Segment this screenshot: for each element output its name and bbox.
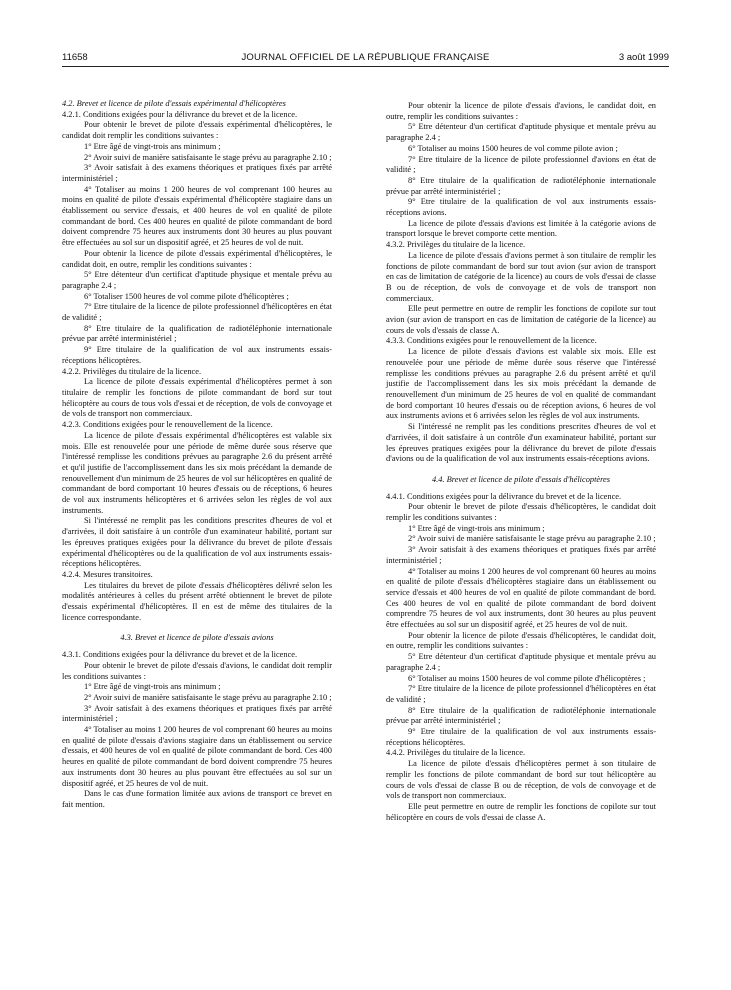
section-heading: 4.2. Brevet et licence de pilote d'essais expérimental d'hélicoptères xyxy=(62,99,286,108)
paragraph: 2° Avoir suivi de manière satisfaisante le stage prévu au paragraphe 2.10 ; xyxy=(84,152,332,162)
header-rule xyxy=(62,66,669,67)
paragraph: Si l'intéressé ne remplit pas les conditions prescrites d'heures de vol et d'arrivées, il doit satisfaire à un contrôle d'un examinateur habilité, portant sur les épreuves pratiques exigées pour la délivrance du brevet de pilote d'essais expérimental d'hélicoptères ou de la qualification de vol aux instruments essais-réceptions hélicoptères. xyxy=(62,516,332,569)
paragraph: La licence de pilote d'essais expérimental d'hélicoptères est valable six mois. Elle est renouvelée pour une période de même durée sous réserve que l'intéressé remplisse les conditions prévues au paragraphe 2.6 du présent arrêté et qu'il justifie de l'accomplissement dans les six mois précédant la demande de renouvellement d'un minimum de 25 heures de vol sur hélicoptères en qualité de commandant de bord comportant 10 heures d'essais ou de réceptions, 6 heures de vol aux instruments hélicoptères et 6 arrivées selon les règles de vol aux instruments. xyxy=(62,430,332,515)
paragraph: La licence de pilote d'essais d'avions permet à son titulaire de remplir les fonctions de pilote commandant de bord sur tout avion (sur avion de transport en cas de limitation de catégorie de la licence) au cours de vols d'essai de classe B ou de réception, de vols de convoyage et de vols de transport non commerciaux. xyxy=(386,250,656,303)
paragraph: 9° Etre titulaire de la qualification de vol aux instruments essais-réceptions hélicoptères. xyxy=(62,345,332,365)
paragraph: Dans le cas d'une formation limitée aux avions de transport ce brevet en fait mention. xyxy=(62,789,332,809)
paragraph: Pour obtenir la licence de pilote d'essais expérimental d'hélicoptères, le candidat doit, en outre, remplir les conditions suivantes : xyxy=(62,248,332,269)
paragraph: 7° Etre titulaire de la licence de pilote professionnel d'avions en état de validité ; xyxy=(386,154,656,175)
paragraph: La licence de pilote d'essais expérimental d'hélicoptères permet à son titulaire de remplir les fonctions de pilote commandant de bord sur tout hélicoptère au cours de tous vols d'essai et de réception, de vols de convoyage et de vols de transport non commerciaux. xyxy=(62,377,332,419)
paragraph: 7° Etre titulaire de la licence de pilote professionnel d'hélicoptères en état de validité ; xyxy=(386,684,656,704)
paragraph: Les titulaires du brevet de pilote d'essais d'hélicoptères délivré selon les modalités antérieures à celles du présent arrêté obtiennent le brevet de pilote d'essais expérimental d'hélicoptères. Il en est de même des titulaires de la licence correspondante. xyxy=(62,580,332,622)
paragraph: 6° Totaliser au moins 1500 heures de vol comme pilote d'hélicoptères ; xyxy=(408,673,646,683)
paragraph: 1° Etre âgé de vingt-trois ans minimum ; xyxy=(84,141,221,151)
paragraph: 1° Etre âgé de vingt-trois ans minimum ; xyxy=(408,523,545,533)
paragraph: Pour obtenir la licence de pilote d'essais d'hélicoptères, le candidat doit, en outre, remplir les conditions suivantes : xyxy=(386,630,656,651)
paragraph: 3° Avoir satisfait à des examens théoriques et pratiques fixés par arrêté interministériel ; xyxy=(62,703,332,724)
subsection-heading: 4.2.4. Mesures transitoires. xyxy=(62,569,153,579)
paragraph: Pour obtenir le brevet de pilote d'essais expérimental d'hélicoptères, le candidat doit remplir les conditions suivantes : xyxy=(62,120,332,141)
subsection-heading: 4.3.3. Conditions exigées pour le renouvellement de la licence. xyxy=(386,336,597,346)
page-header xyxy=(62,52,669,66)
right-column xyxy=(386,101,656,823)
subsection-heading: 4.3.1. Conditions exigées pour la délivrance du brevet et de la licence. xyxy=(62,650,298,660)
paragraph: Pour obtenir la licence de pilote d'essais d'avions, le candidat doit, en outre, remplir les conditions suivantes : xyxy=(386,101,656,121)
subsection-heading: 4.2.1. Conditions exigées pour la délivrance du brevet et de la licence. xyxy=(62,109,298,119)
paragraph: La licence de pilote d'essais d'avions est valable six mois. Elle est renouvelée pour une période de même durée sous réserve que l'intéressé remplisse les conditions prévues au paragraphe 2.6 du présent arrêté et qu'il justifie de l'accomplissement dans les six mois précédant la demande de renouvellement d'un minimum de 25 heures de vol en qualité de commandant de bord comportant 10 heures d'essais ou de réception avions, 6 heures de vol aux instruments avions et 6 arrivées selon les règles de vol aux instruments. xyxy=(386,347,656,421)
paragraph: Pour obtenir le brevet de pilote d'essais d'hélicoptères, le candidat doit remplir les conditions suivantes : xyxy=(386,502,656,523)
paragraph: 6° Totaliser 1500 heures de vol comme pilote d'hélicoptères ; xyxy=(84,291,289,301)
paragraph: 4° Totaliser au moins 1 200 heures de vol comprenant 60 heures au moins en qualité de pilote d'essais d'hélicoptères stagiaire dans un établissement ou service d'essais et 400 heures de vol en qualité de pilote commandant de bord. Ces 400 heures de vol en qualité de pilote commandant de bord doivent comprendre 75 heures de vol aux instruments, dont 30 heures au plus peuvent être effectuées au sol sur un dispositif agréé, et 25 heures de vol de nuit. xyxy=(386,566,656,630)
section-heading: 4.4. Brevet et licence de pilote d'essais d'hélicoptères xyxy=(431,474,611,484)
paragraph: 3° Avoir satisfait à des examens théoriques et pratiques fixés par arrêté interministériel ; xyxy=(386,545,656,565)
paragraph: 8° Etre titulaire de la qualification de radiotéléphonie internationale prévue par arrêté interministériel ; xyxy=(386,175,656,196)
paragraph: Si l'intéressé ne remplit pas les conditions prescrites d'heures de vol et d'arrivées, il doit satisfaire à un contrôle d'un examinateur habilité, portant sur les épreuves pratiques exigées pour la délivrance du brevet de pilote d'essais d'avions ou de la qualification de vol aux instruments essais-réceptions avions. xyxy=(386,422,656,464)
section-heading: 4.3. Brevet et licence de pilote d'essais avions xyxy=(120,633,274,643)
paragraph: 3° Avoir satisfait à des examens théoriques et pratiques fixés par arrêté interministériel ; xyxy=(62,163,332,183)
paragraph: Pour obtenir le brevet de pilote d'essais d'avions, le candidat doit remplir les conditions suivantes : xyxy=(62,660,332,681)
left-column xyxy=(62,99,332,811)
paragraph: 5° Etre détenteur d'un certificat d'aptitude physique et mentale prévu au paragraphe 2.4 ; xyxy=(386,122,656,143)
paragraph: Elle peut permettre en outre de remplir les fonctions de copilote sur tout hélicoptère en cours de vols d'essai de classe A. xyxy=(386,802,656,822)
paragraph: 2° Avoir suivi de manière satisfaisante le stage prévu au paragraphe 2.10 ; xyxy=(408,534,656,544)
subsection-heading: 4.2.2. Privilèges du titulaire de la licence. xyxy=(62,366,202,376)
paragraph: 9° Etre titulaire de la qualification de vol aux instruments essais-réceptions avions. xyxy=(386,197,656,218)
paragraph: 9° Etre titulaire de la qualification de vol aux instruments essais-réceptions hélicoptères. xyxy=(386,727,656,747)
paragraph: 2° Avoir suivi de manière satisfaisante le stage prévu au paragraphe 2.10 ; xyxy=(84,692,332,702)
subsection-heading: 4.2.3. Conditions exigées pour le renouvellement de la licence. xyxy=(62,420,273,430)
journal-title: JOURNAL OFFICIEL DE LA RÉPUBLIQUE FRANÇAISE xyxy=(241,52,490,63)
paragraph: 1° Etre âgé de vingt-trois ans minimum ; xyxy=(84,682,221,692)
paragraph: 5° Etre détenteur d'un certificat d'aptitude physique et mentale prévu au paragraphe 2.4 ; xyxy=(386,652,656,672)
paragraph: 6° Totaliser au moins 1500 heures de vol comme pilote avion ; xyxy=(408,143,618,153)
paragraph: 7° Etre titulaire de la licence de pilote professionnel d'hélicoptères en état de validité ; xyxy=(62,302,332,323)
subsection-heading: 4.4.1. Conditions exigées pour la délivrance du brevet et de la licence. xyxy=(386,491,622,501)
paragraph: 5° Etre détenteur d'un certificat d'aptitude physique et mentale prévu au paragraphe 2.4 ; xyxy=(62,270,332,290)
publication-date: 3 août 1999 xyxy=(618,52,669,63)
page-number: 11658 xyxy=(62,52,88,63)
paragraph: 8° Etre titulaire de la qualification de radiotéléphonie internationale prévue par arrêté interministériel ; xyxy=(62,323,332,344)
subsection-heading: 4.4.2. Privilèges du titulaire de la licence. xyxy=(386,748,526,758)
paragraph: La licence de pilote d'essais d'avions est limitée à la catégorie avions de transport lorsque le brevet comporte cette mention. xyxy=(386,218,656,239)
paragraph: Elle peut permettre en outre de remplir les fonctions de copilote sur tout avion (sur avion de transport en cas de limitation de catégorie de la licence) au cours de vols d'essais de classe A. xyxy=(386,304,656,335)
paragraph: 4° Totaliser au moins 1 200 heures de vol comprenant 60 heures au moins en qualité de pilote d'essais d'avions stagiaire dans un établissement ou service d'essais, et 400 heures de vol en qualité de pilote commandant de bord. Ces 400 heures en qualité de pilote commandant de bord doivent comprendre 75 heures aux instruments dont 30 heures au plus pouvant être effectuées au sol sur un dispositif agréé, et 25 heures de vol de nuit. xyxy=(62,725,332,788)
paragraph: 8° Etre titulaire de la qualification de radiotéléphonie internationale prévue par arrêté interministériel ; xyxy=(386,705,656,726)
paragraph: 4° Totaliser au moins 1 200 heures de vol comprenant 100 heures au moins en qualité de pilote d'essais expérimental d'hélicoptère stagiaire dans un établissement ou service d'essais, et 400 heures de vol en qualité de pilote commandant de bord. Ces 400 heures en qualité de pilote commandant de bord doivent comprendre 75 heures aux instruments dont 30 heures au plus pouvant être effectuées au sol sur un dispositif agréé, et 25 heures de vol de nuit. xyxy=(62,184,332,248)
subsection-heading: 4.3.2. Privilèges du titulaire de la licence. xyxy=(386,240,526,250)
paragraph: La licence de pilote d'essais d'hélicoptères permet à son titulaire de remplir les fonctions de pilote commandant de bord sur tout hélicoptère au cours de vols d'essai de classe B ou de réception, de vols de convoyage et de vols de transport non commerciaux. xyxy=(386,759,656,801)
